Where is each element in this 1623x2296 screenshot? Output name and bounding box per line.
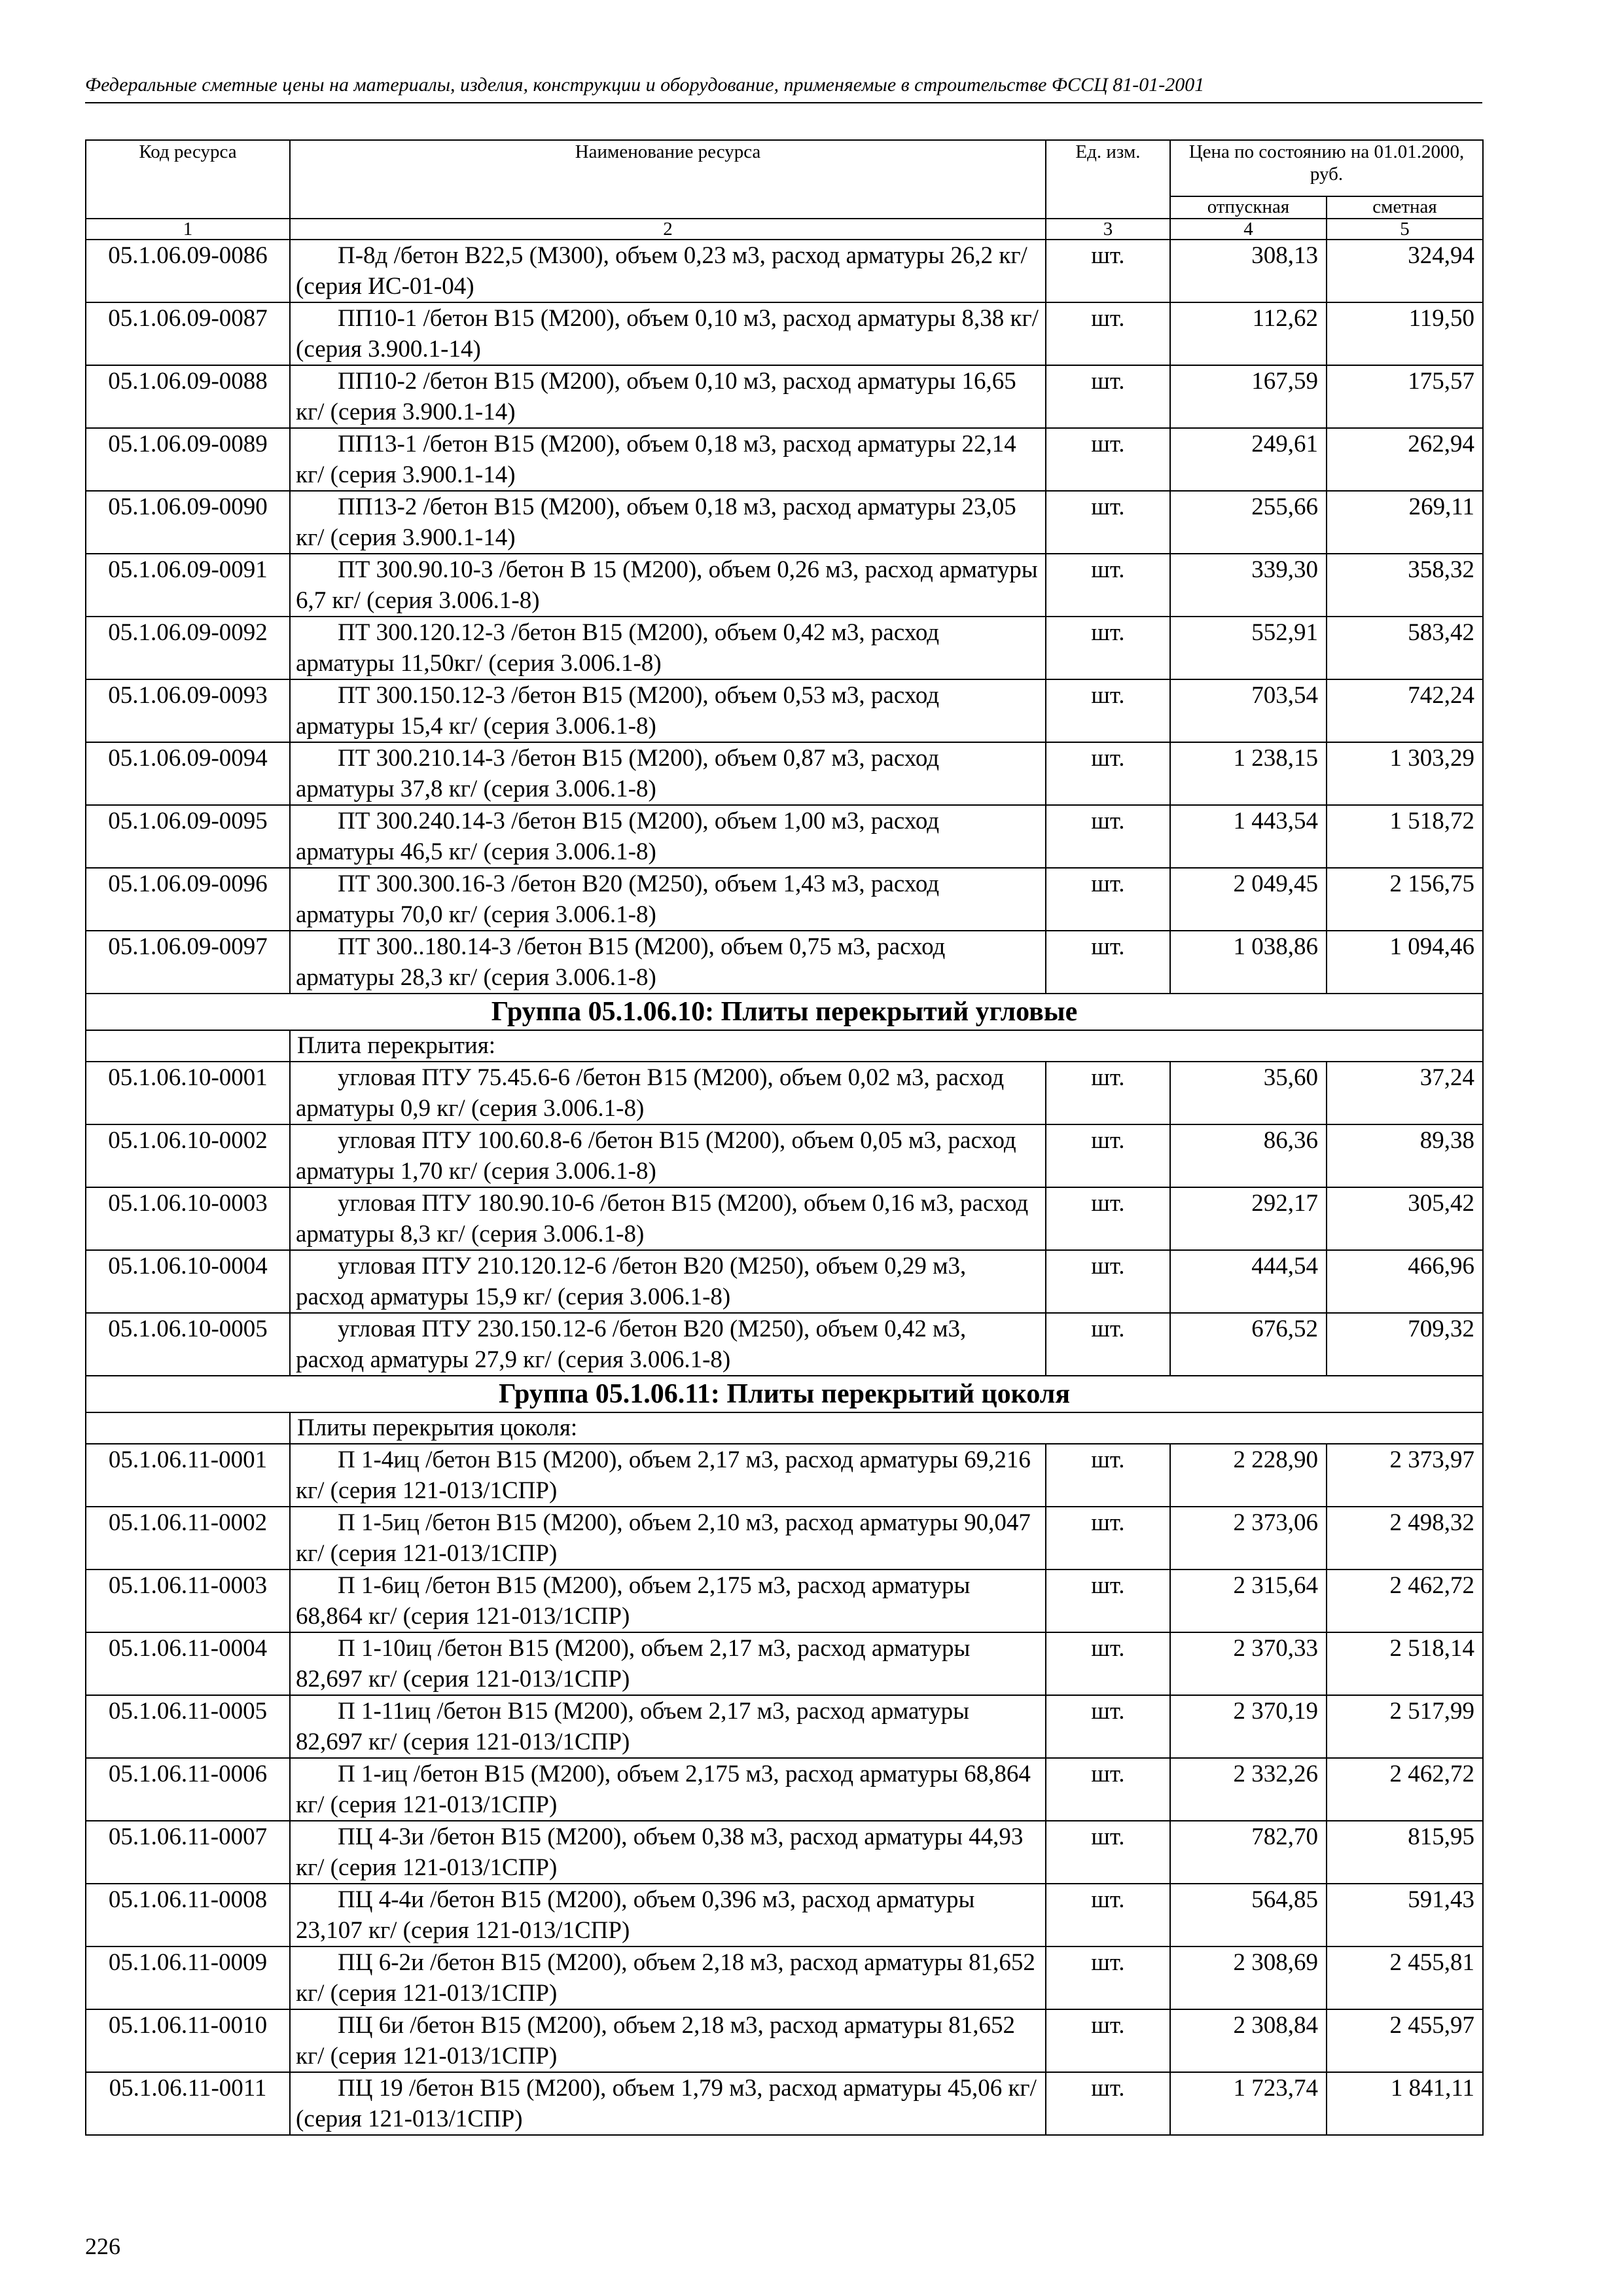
table-row [86, 617, 1483, 679]
table-row [86, 1124, 1483, 1187]
resource-name [290, 1062, 1046, 1124]
table-row [86, 240, 1483, 302]
unit-cell: шт. [1046, 1507, 1170, 1570]
resource-name [290, 1570, 1046, 1632]
header-price: Цена по состоянию на 01.01.2000, руб. [1170, 140, 1483, 196]
group-header-row [86, 994, 1483, 1030]
table-row [86, 365, 1483, 428]
resource-name [290, 554, 1046, 617]
resource-name-text: ПТ 300.150.12-3 /бетон В15 (М200), объем 0,53 м3, расход арматуры 15,4 кг/ (серия 3.006.1-8) [296, 682, 940, 740]
resource-name-text: П 1-4иц /бетон В15 (М200), объем 2,17 м3, расход арматуры 69,216 кг/ (серия 121-013/1СПР) [296, 1446, 1031, 1504]
resource-name [290, 1946, 1046, 2009]
resource-name [290, 1758, 1046, 1821]
estimate-price-cell: 262,94 [1327, 428, 1483, 491]
estimate-price-cell: 2 518,14 [1327, 1632, 1483, 1695]
release-price-cell: 1 443,54 [1170, 805, 1327, 868]
header-code: Код ресурса [86, 140, 290, 219]
resource-name-text: ПТ 300.300.16-3 /бетон В20 (М250), объем 1,43 м3, расход арматуры 70,0 кг/ (серия 3.006.1-8) [296, 870, 940, 928]
unit-cell: шт. [1046, 2009, 1170, 2072]
resource-code: 05.1.06.10-0005 [86, 1313, 290, 1376]
resource-code: 05.1.06.09-0087 [86, 302, 290, 365]
resource-name-text: П 1-6иц /бетон В15 (М200), объем 2,175 м3, расход арматуры 68,864 кг/ (серия 121-013/1СПР) [296, 1572, 971, 1630]
release-price-cell: 255,66 [1170, 491, 1327, 554]
estimate-price-cell: 1 518,72 [1327, 805, 1483, 868]
resource-name-text: ПЦ 4-4и /бетон В15 (М200), объем 0,396 м3, расход арматуры 23,107 кг/ (серия 121-013/1СПР) [296, 1886, 975, 1944]
resource-name-text: ПП10-2 /бетон В15 (М200), объем 0,10 м3, расход арматуры 16,65 кг/ (серия 3.900.1-14) [296, 368, 1016, 425]
release-price-cell: 2 308,84 [1170, 2009, 1327, 2072]
release-price-cell: 782,70 [1170, 1821, 1327, 1884]
resource-name [290, 2072, 1046, 2135]
release-price-cell: 167,59 [1170, 365, 1327, 428]
table-row [86, 302, 1483, 365]
resource-code: 05.1.06.09-0094 [86, 742, 290, 805]
release-price-cell: 2 370,19 [1170, 1695, 1327, 1758]
resource-name-text: ПЦ 19 /бетон В15 (М200), объем 1,79 м3, расход арматуры 45,06 кг/ (серия 121-013/1СПР) [296, 2075, 1037, 2132]
unit-cell: шт. [1046, 2072, 1170, 2135]
unit-cell: шт. [1046, 1946, 1170, 2009]
resource-name [290, 1507, 1046, 1570]
release-price-cell: 308,13 [1170, 240, 1327, 302]
column-number-row [86, 219, 1483, 240]
estimate-price-cell: 89,38 [1327, 1124, 1483, 1187]
column-number: 5 [1327, 219, 1483, 240]
resource-name-text: ПТ 300.90.10-3 /бетон В 15 (М200), объем 0,26 м3, расход арматуры 6,7 кг/ (серия 3.006.1-8) [296, 556, 1038, 614]
unit-cell: шт. [1046, 1884, 1170, 1946]
table-row [86, 1758, 1483, 1821]
resource-code: 05.1.06.11-0003 [86, 1570, 290, 1632]
table-row [86, 742, 1483, 805]
release-price-cell: 564,85 [1170, 1884, 1327, 1946]
resource-name-text: ПТ 300..180.14-3 /бетон В15 (М200), объем 0,75 м3, расход арматуры 28,3 кг/ (серия 3.006.1-8) [296, 933, 946, 991]
resource-code: 05.1.06.11-0007 [86, 1821, 290, 1884]
resource-name-text: ПТ 300.210.14-3 /бетон В15 (М200), объем 0,87 м3, расход арматуры 37,8 кг/ (серия 3.006.1-8) [296, 745, 940, 802]
resource-name-text: П 1-5иц /бетон В15 (М200), объем 2,10 м3, расход арматуры 90,047 кг/ (серия 121-013/1СПР) [296, 1509, 1031, 1567]
release-price-cell: 2 315,64 [1170, 1570, 1327, 1632]
table-row [86, 805, 1483, 868]
resource-code: 05.1.06.11-0006 [86, 1758, 290, 1821]
unit-cell: шт. [1046, 679, 1170, 742]
resource-name [290, 742, 1046, 805]
table-row [86, 679, 1483, 742]
unit-cell: шт. [1046, 554, 1170, 617]
estimate-price-cell: 2 498,32 [1327, 1507, 1483, 1570]
release-price-cell: 552,91 [1170, 617, 1327, 679]
resource-name [290, 679, 1046, 742]
unit-cell: шт. [1046, 1695, 1170, 1758]
resource-name [290, 1821, 1046, 1884]
release-price-cell: 86,36 [1170, 1124, 1327, 1187]
resource-name-text: ПП13-2 /бетон В15 (М200), объем 0,18 м3, расход арматуры 23,05 кг/ (серия 3.900.1-14) [296, 493, 1016, 551]
resource-name-text: П 1-11иц /бетон В15 (М200), объем 2,17 м3, расход арматуры 82,697 кг/ (серия 121-013/1СПР) [296, 1698, 970, 1755]
release-price-cell: 2 049,45 [1170, 868, 1327, 931]
header-release-price: отпускная [1170, 196, 1327, 219]
unit-cell: шт. [1046, 742, 1170, 805]
table-row [86, 428, 1483, 491]
estimate-price-cell: 466,96 [1327, 1250, 1483, 1313]
resource-code: 05.1.06.09-0090 [86, 491, 290, 554]
table-row [86, 1632, 1483, 1695]
estimate-price-cell: 1 841,11 [1327, 2072, 1483, 2135]
estimate-price-cell: 591,43 [1327, 1884, 1483, 1946]
release-price-cell: 2 370,33 [1170, 1632, 1327, 1695]
resource-name [290, 428, 1046, 491]
resource-code: 05.1.06.09-0088 [86, 365, 290, 428]
release-price-cell: 35,60 [1170, 1062, 1327, 1124]
resource-code: 05.1.06.09-0089 [86, 428, 290, 491]
estimate-price-cell: 119,50 [1327, 302, 1483, 365]
unit-cell: шт. [1046, 428, 1170, 491]
unit-cell: шт. [1046, 931, 1170, 994]
header-name: Наименование ресурса [290, 140, 1046, 219]
estimate-price-cell: 2 462,72 [1327, 1758, 1483, 1821]
release-price-cell: 1 038,86 [1170, 931, 1327, 994]
estimate-price-cell: 2 373,97 [1327, 1444, 1483, 1507]
resource-code: 05.1.06.10-0003 [86, 1187, 290, 1250]
column-number: 2 [290, 219, 1046, 240]
running-header: Федеральные сметные цены на материалы, изделия, конструкции и оборудование, применяемые в строительстве ФССЦ 81-01-2001 [85, 72, 1482, 103]
column-number: 4 [1170, 219, 1327, 240]
release-price-cell: 1 723,74 [1170, 2072, 1327, 2135]
group-subtitle-row [86, 1412, 1483, 1444]
table-row [86, 868, 1483, 931]
release-price-cell: 339,30 [1170, 554, 1327, 617]
resource-code: 05.1.06.10-0001 [86, 1062, 290, 1124]
empty-cell [86, 1030, 290, 1062]
resource-name [290, 931, 1046, 994]
table-row [86, 1444, 1483, 1507]
estimate-price-cell: 2 455,81 [1327, 1946, 1483, 2009]
resource-name [290, 491, 1046, 554]
table-row [86, 931, 1483, 994]
resource-code: 05.1.06.10-0004 [86, 1250, 290, 1313]
resource-code: 05.1.06.09-0086 [86, 240, 290, 302]
estimate-price-cell: 1 303,29 [1327, 742, 1483, 805]
resource-code: 05.1.06.09-0097 [86, 931, 290, 994]
resource-code: 05.1.06.11-0004 [86, 1632, 290, 1695]
unit-cell: шт. [1046, 805, 1170, 868]
release-price-cell: 2 373,06 [1170, 1507, 1327, 1570]
empty-cell [86, 1412, 290, 1444]
table-row [86, 2009, 1483, 2072]
release-price-cell: 2 228,90 [1170, 1444, 1327, 1507]
estimate-price-cell: 583,42 [1327, 617, 1483, 679]
resource-name [290, 805, 1046, 868]
resource-code: 05.1.06.11-0010 [86, 2009, 290, 2072]
unit-cell: шт. [1046, 1124, 1170, 1187]
unit-cell: шт. [1046, 1313, 1170, 1376]
estimate-price-cell: 815,95 [1327, 1821, 1483, 1884]
unit-cell: шт. [1046, 617, 1170, 679]
resource-name [290, 1884, 1046, 1946]
estimate-price-cell: 175,57 [1327, 365, 1483, 428]
unit-cell: шт. [1046, 1187, 1170, 1250]
estimate-price-cell: 305,42 [1327, 1187, 1483, 1250]
group-header-row [86, 1376, 1483, 1412]
resource-name [290, 617, 1046, 679]
release-price-cell: 1 238,15 [1170, 742, 1327, 805]
resource-name-text: ПП10-1 /бетон В15 (М200), объем 0,10 м3, расход арматуры 8,38 кг/ (серия 3.900.1-14) [296, 305, 1039, 363]
group-subtitle: Плита перекрытия: [290, 1030, 1483, 1062]
resource-name-text: угловая ПТУ 180.90.10-6 /бетон В15 (М200), объем 0,16 м3, расход арматуры 8,3 кг/ (серия 3.006.1-8) [296, 1190, 1029, 1247]
resource-code: 05.1.06.09-0092 [86, 617, 290, 679]
estimate-price-cell: 358,32 [1327, 554, 1483, 617]
release-price-cell: 112,62 [1170, 302, 1327, 365]
header-unit: Ед. изм. [1046, 140, 1170, 219]
unit-cell: шт. [1046, 1444, 1170, 1507]
resource-name [290, 1124, 1046, 1187]
resource-name-text: ПЦ 6-2и /бетон В15 (М200), объем 2,18 м3, расход арматуры 81,652 кг/ (серия 121-013/1СПР) [296, 1949, 1035, 2007]
resource-name-text: ПТ 300.240.14-3 /бетон В15 (М200), объем 1,00 м3, расход арматуры 46,5 кг/ (серия 3.006.1-8) [296, 808, 940, 865]
estimate-price-cell: 1 094,46 [1327, 931, 1483, 994]
page-number: 226 [85, 2233, 120, 2259]
resource-name [290, 1313, 1046, 1376]
estimate-price-cell: 742,24 [1327, 679, 1483, 742]
release-price-cell: 703,54 [1170, 679, 1327, 742]
table-row [86, 554, 1483, 617]
resource-code: 05.1.06.11-0009 [86, 1946, 290, 2009]
release-price-cell: 676,52 [1170, 1313, 1327, 1376]
column-number: 1 [86, 219, 290, 240]
release-price-cell: 2 332,26 [1170, 1758, 1327, 1821]
resource-name [290, 1444, 1046, 1507]
release-price-cell: 292,17 [1170, 1187, 1327, 1250]
resource-code: 05.1.06.11-0008 [86, 1884, 290, 1946]
table-row [86, 1570, 1483, 1632]
unit-cell: шт. [1046, 1570, 1170, 1632]
unit-cell: шт. [1046, 365, 1170, 428]
estimate-price-cell: 37,24 [1327, 1062, 1483, 1124]
estimate-price-cell: 709,32 [1327, 1313, 1483, 1376]
table-row [86, 1821, 1483, 1884]
table-row [86, 1250, 1483, 1313]
resource-name [290, 1632, 1046, 1695]
resource-name-text: ПЦ 4-3и /бетон В15 (М200), объем 0,38 м3, расход арматуры 44,93 кг/ (серия 121-013/1СПР) [296, 1823, 1024, 1881]
unit-cell: шт. [1046, 240, 1170, 302]
resource-name [290, 302, 1046, 365]
resource-code: 05.1.06.09-0095 [86, 805, 290, 868]
group-subtitle-row [86, 1030, 1483, 1062]
table-row [86, 1313, 1483, 1376]
unit-cell: шт. [1046, 868, 1170, 931]
release-price-cell: 2 308,69 [1170, 1946, 1327, 2009]
resource-name-text: П 1-10иц /бетон В15 (М200), объем 2,17 м3, расход арматуры 82,697 кг/ (серия 121-013/1СПР) [296, 1635, 971, 1693]
resource-name-text: ПП13-1 /бетон В15 (М200), объем 0,18 м3, расход арматуры 22,14 кг/ (серия 3.900.1-14) [296, 431, 1016, 488]
resource-name-text: угловая ПТУ 75.45.6-6 /бетон В15 (М200), объем 0,02 м3, расход арматуры 0,9 кг/ (серия 3.006.1-8) [296, 1064, 1005, 1122]
unit-cell: шт. [1046, 1062, 1170, 1124]
resource-name [290, 240, 1046, 302]
unit-cell: шт. [1046, 491, 1170, 554]
estimate-price-cell: 324,94 [1327, 240, 1483, 302]
unit-cell: шт. [1046, 1758, 1170, 1821]
unit-cell: шт. [1046, 1632, 1170, 1695]
resource-name [290, 2009, 1046, 2072]
table-row [86, 1884, 1483, 1946]
table-row [86, 1187, 1483, 1250]
resource-name-text: угловая ПТУ 230.150.12-6 /бетон В20 (М250), объем 0,42 м3, расход арматуры 27,9 кг/ (серия 3.006.1-8) [296, 1316, 967, 1373]
table-row [86, 2072, 1483, 2135]
resource-code: 05.1.06.11-0005 [86, 1695, 290, 1758]
unit-cell: шт. [1046, 302, 1170, 365]
header-estimate-price: сметная [1327, 196, 1483, 219]
table-row [86, 1062, 1483, 1124]
resource-name [290, 1187, 1046, 1250]
resource-name [290, 1250, 1046, 1313]
resource-code: 05.1.06.10-0002 [86, 1124, 290, 1187]
resource-code: 05.1.06.11-0001 [86, 1444, 290, 1507]
release-price-cell: 444,54 [1170, 1250, 1327, 1313]
table-row [86, 1946, 1483, 2009]
estimate-price-cell: 2 156,75 [1327, 868, 1483, 931]
resource-name-text: ПТ 300.120.12-3 /бетон В15 (М200), объем 0,42 м3, расход арматуры 11,50кг/ (серия 3.006.1-8) [296, 619, 940, 677]
estimate-price-cell: 2 462,72 [1327, 1570, 1483, 1632]
unit-cell: шт. [1046, 1250, 1170, 1313]
resource-name-text: ПЦ 6и /бетон В15 (М200), объем 2,18 м3, расход арматуры 81,652 кг/ (серия 121-013/1СПР) [296, 2012, 1016, 2070]
table-row [86, 491, 1483, 554]
group-title: Группа 05.1.06.11: Плиты перекрытий цоколя [86, 1376, 1483, 1412]
column-number: 3 [1046, 219, 1170, 240]
resource-name-text: угловая ПТУ 210.120.12-6 /бетон В20 (М250), объем 0,29 м3, расход арматуры 15,9 кг/ (серия 3.006.1-8) [296, 1253, 967, 1310]
resource-code: 05.1.06.11-0011 [86, 2072, 290, 2135]
resource-name [290, 1695, 1046, 1758]
unit-cell: шт. [1046, 1821, 1170, 1884]
resource-name-text: угловая ПТУ 100.60.8-6 /бетон В15 (М200), объем 0,05 м3, расход арматуры 1,70 кг/ (серия 3.006.1-8) [296, 1127, 1016, 1185]
resource-name-text: П 1-иц /бетон В15 (М200), объем 2,175 м3, расход арматуры 68,864 кг/ (серия 121-013/1СПР) [296, 1761, 1031, 1818]
resource-code: 05.1.06.09-0091 [86, 554, 290, 617]
table-row [86, 1507, 1483, 1570]
group-title: Группа 05.1.06.10: Плиты перекрытий угловые [86, 994, 1483, 1030]
estimate-price-cell: 2 517,99 [1327, 1695, 1483, 1758]
estimate-price-cell: 2 455,97 [1327, 2009, 1483, 2072]
table-row [86, 1695, 1483, 1758]
resource-code: 05.1.06.11-0002 [86, 1507, 290, 1570]
resource-code: 05.1.06.09-0096 [86, 868, 290, 931]
group-subtitle: Плиты перекрытия цоколя: [290, 1412, 1483, 1444]
release-price-cell: 249,61 [1170, 428, 1327, 491]
estimate-price-cell: 269,11 [1327, 491, 1483, 554]
resource-name [290, 868, 1046, 931]
resource-code: 05.1.06.09-0093 [86, 679, 290, 742]
resource-name [290, 365, 1046, 428]
resource-name-text: П-8д /бетон В22,5 (М300), объем 0,23 м3, расход арматуры 26,2 кг/ (серия ИС-01-04) [296, 242, 1027, 300]
price-table [85, 139, 1484, 2136]
